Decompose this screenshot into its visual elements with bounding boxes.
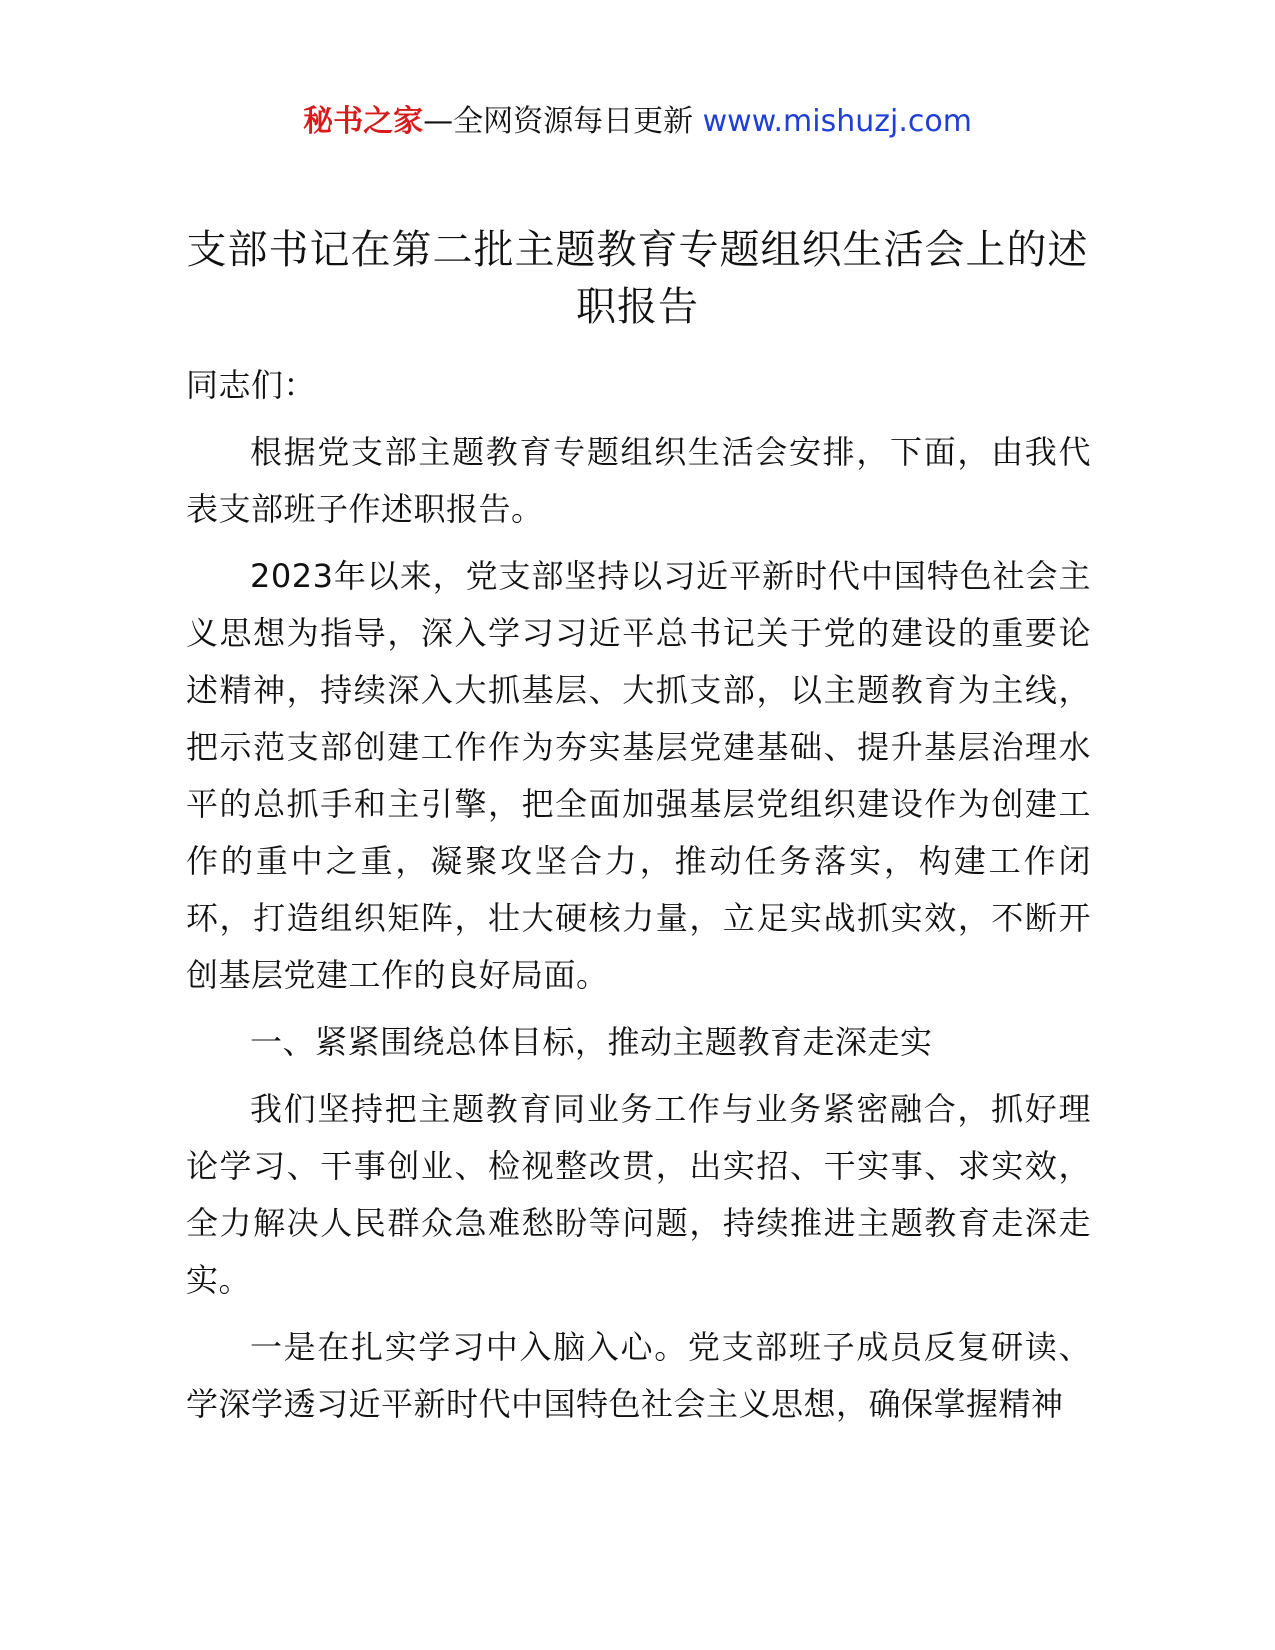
paragraph: 2023年以来，党支部坚持以习近平新时代中国特色社会主义思想为指导，深入学习习近平总书记关于党的建设的重要论述精神，持续深入大抓基层、大抓支部，以主题教育为主线，把示范支部创建工作作为夯实基层党建基础、提升基层治理水平的总抓手和主引擎，把全面加强基层党组织建设作为创建工作的重中之重，凝聚攻坚合力，推动任务落实，构建工作闭环，打造组织矩阵，壮大硬核力量，立足实战抓实效，不断开创基层党建工作的良好局面。 [186,557,1091,994]
paragraph: 我们坚持把主题教育同业务工作与业务紧密融合，抓好理论学习、干事创业、检视整改贯，出实招、干实事、求实效，全力解决人民群众急难愁盼等问题，持续推进主题教育走深走实。 [186,1090,1091,1299]
section-heading: 一、紧紧围绕总体目标，推动主题教育走深走实 [250,1023,933,1061]
salutation: 同志们： [186,366,317,404]
paragraph: 根据党支部主题教育专题组织生活会安排，下面，由我代表支部班子作述职报告。 [186,433,1091,528]
document-title: 支部书记在第二批主题教育专题组织生活会上的述职报告 [186,227,1089,330]
site-brand: 秘书之家 [303,104,424,139]
site-header [0,100,1275,144]
paragraph: 一是在扎实学习中入脑入心。党支部班子成员反复研读、学深学透习近平新时代中国特色社会主义思想，确保掌握精神 [186,1328,1091,1423]
document-body [186,357,1091,1443]
site-tagline: —全网资源每日更新 [423,104,703,139]
site-url-link[interactable]: www.mishuzj.com [702,104,972,139]
